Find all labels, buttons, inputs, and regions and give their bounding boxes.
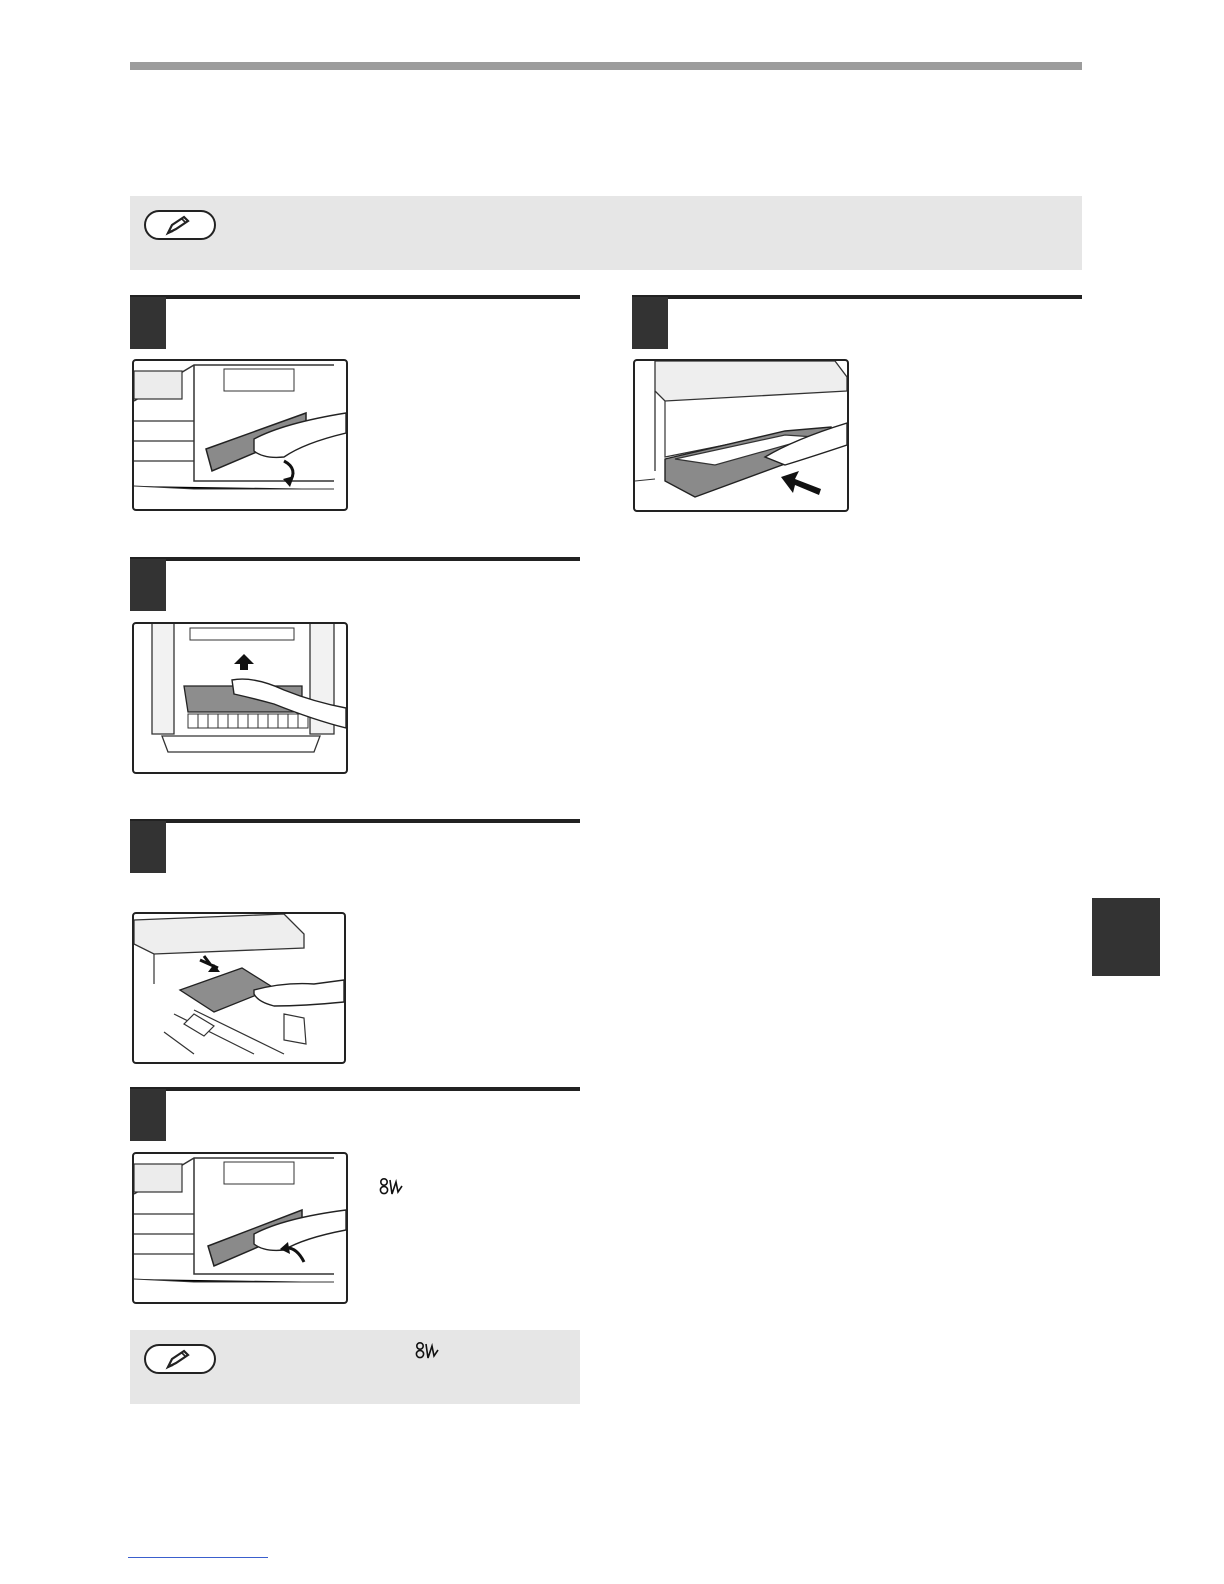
step-5-rule [632,295,1082,299]
step-5-number-block [632,297,668,349]
misfeed-icon [378,1176,404,1203]
pencil-icon [160,1349,200,1371]
chapter-tab [1092,898,1160,976]
pencil-icon [160,215,200,237]
step-3-number-block [130,821,166,873]
step-3-illustration [132,912,346,1064]
footer-link[interactable] [128,1557,268,1558]
step-2-rule [130,557,580,561]
note-box-bottom [130,1330,580,1404]
step-4-rule [130,1087,580,1091]
step-1-rule [130,295,580,299]
step-1-illustration [132,359,348,511]
note-box-top [130,196,1082,270]
step-2-illustration [132,622,348,774]
step-1-number-block [130,297,166,349]
header-rule [130,62,1082,70]
step-4-number-block [130,1089,166,1141]
note-badge [144,1344,216,1374]
step-2-number-block [130,559,166,611]
step-3-rule [130,819,580,823]
step-5-illustration [633,359,849,512]
note-badge [144,210,216,240]
step-4-illustration [132,1152,348,1304]
misfeed-icon [414,1340,440,1367]
